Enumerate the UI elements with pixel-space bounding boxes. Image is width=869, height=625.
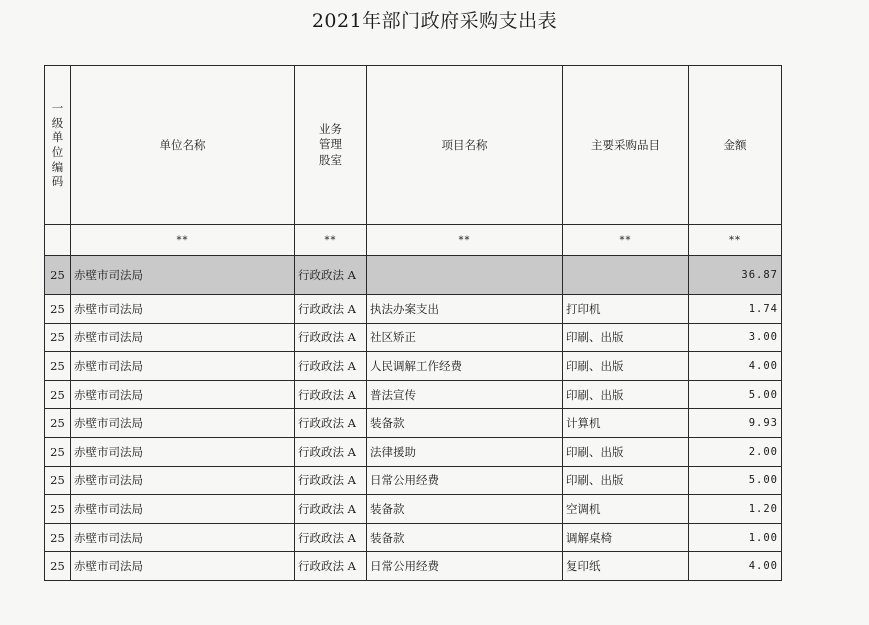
cell-project-name: 装备款 [367, 409, 563, 438]
summary-unit-name: 赤壁市司法局 [71, 256, 295, 295]
cell-mgmt-dept: 行政政法 A [295, 523, 367, 552]
cell-project-name: 法律援助 [367, 437, 563, 466]
cell-amount: 1.20 [689, 495, 782, 524]
cell-amount: 4.00 [689, 552, 782, 581]
cell-project-name: 社区矫正 [367, 323, 563, 352]
cell-project-name: 执法办案支出 [367, 295, 563, 324]
table-row [45, 352, 782, 381]
cell-unit-name: 赤壁市司法局 [71, 380, 295, 409]
cell-unit-name: 赤壁市司法局 [71, 437, 295, 466]
table-row [45, 323, 782, 352]
cell-amount: 5.00 [689, 466, 782, 495]
cell-code: 25 [45, 352, 71, 381]
cell-project-name: 装备款 [367, 495, 563, 524]
table-row [45, 295, 782, 324]
cell-amount: 4.00 [689, 352, 782, 381]
star-row [45, 225, 782, 256]
cell-item: 调解桌椅 [563, 523, 689, 552]
cell-mgmt-dept: 行政政法 A [295, 409, 367, 438]
star-cell-amount: ** [689, 225, 782, 256]
header-code [45, 66, 71, 225]
cell-item: 印刷、出版 [563, 466, 689, 495]
header-mgmt-dept-label: 业务管理股室 [318, 121, 342, 167]
cell-project-name: 普法宣传 [367, 380, 563, 409]
cell-code: 25 [45, 495, 71, 524]
star-cell-mgmt-dept: ** [295, 225, 367, 256]
cell-code: 25 [45, 295, 71, 324]
cell-unit-name: 赤壁市司法局 [71, 495, 295, 524]
cell-code: 25 [45, 523, 71, 552]
cell-mgmt-dept: 行政政法 A [295, 495, 367, 524]
table-row [45, 409, 782, 438]
cell-item: 印刷、出版 [563, 323, 689, 352]
cell-mgmt-dept: 行政政法 A [295, 295, 367, 324]
cell-item: 印刷、出版 [563, 437, 689, 466]
cell-amount: 5.00 [689, 380, 782, 409]
cell-unit-name: 赤壁市司法局 [71, 352, 295, 381]
cell-code: 25 [45, 409, 71, 438]
cell-amount: 1.74 [689, 295, 782, 324]
cell-amount: 9.93 [689, 409, 782, 438]
cell-project-name: 日常公用经费 [367, 552, 563, 581]
cell-item: 空调机 [563, 495, 689, 524]
star-cell-item: ** [563, 225, 689, 256]
cell-code: 25 [45, 552, 71, 581]
cell-project-name: 人民调解工作经费 [367, 352, 563, 381]
star-cell-project-name: ** [367, 225, 563, 256]
cell-unit-name: 赤壁市司法局 [71, 466, 295, 495]
header-amount: 金额 [689, 66, 782, 225]
cell-item: 复印纸 [563, 552, 689, 581]
table-row [45, 495, 782, 524]
cell-mgmt-dept: 行政政法 A [295, 323, 367, 352]
cell-unit-name: 赤壁市司法局 [71, 295, 295, 324]
header-mgmt-dept [295, 66, 367, 225]
cell-item: 印刷、出版 [563, 352, 689, 381]
table-row [45, 380, 782, 409]
cell-unit-name: 赤壁市司法局 [71, 323, 295, 352]
cell-item: 打印机 [563, 295, 689, 324]
procurement-table [44, 65, 782, 581]
cell-code: 25 [45, 437, 71, 466]
cell-unit-name: 赤壁市司法局 [71, 409, 295, 438]
cell-mgmt-dept: 行政政法 A [295, 466, 367, 495]
cell-mgmt-dept: 行政政法 A [295, 352, 367, 381]
cell-mgmt-dept: 行政政法 A [295, 380, 367, 409]
cell-unit-name: 赤壁市司法局 [71, 552, 295, 581]
cell-item: 印刷、出版 [563, 380, 689, 409]
table-row [45, 466, 782, 495]
star-cell-unit-name: ** [71, 225, 295, 256]
cell-mgmt-dept: 行政政法 A [295, 552, 367, 581]
header-item: 主要采购品目 [563, 66, 689, 225]
cell-project-name: 日常公用经费 [367, 466, 563, 495]
cell-code: 25 [45, 323, 71, 352]
cell-item: 计算机 [563, 409, 689, 438]
cell-project-name: 装备款 [367, 523, 563, 552]
table-row [45, 437, 782, 466]
summary-item [563, 256, 689, 295]
cell-mgmt-dept: 行政政法 A [295, 437, 367, 466]
star-cell-code [45, 225, 71, 256]
cell-code: 25 [45, 466, 71, 495]
summary-code: 25 [45, 256, 71, 295]
summary-amount: 36.87 [689, 256, 782, 295]
cell-amount: 1.00 [689, 523, 782, 552]
page-title: 2021年部门政府采购支出表 [311, 10, 558, 32]
header-code-label: 一级单位编码 [51, 100, 64, 189]
table-row [45, 523, 782, 552]
cell-unit-name: 赤壁市司法局 [71, 523, 295, 552]
summary-project-name [367, 256, 563, 295]
summary-row [45, 256, 782, 295]
cell-amount: 3.00 [689, 323, 782, 352]
header-unit-name: 单位名称 [71, 66, 295, 225]
cell-amount: 2.00 [689, 437, 782, 466]
summary-mgmt-dept: 行政政法 A [295, 256, 367, 295]
table-row [45, 552, 782, 581]
header-row [45, 66, 782, 225]
header-project-name: 项目名称 [367, 66, 563, 225]
cell-code: 25 [45, 380, 71, 409]
table-body [45, 256, 782, 581]
